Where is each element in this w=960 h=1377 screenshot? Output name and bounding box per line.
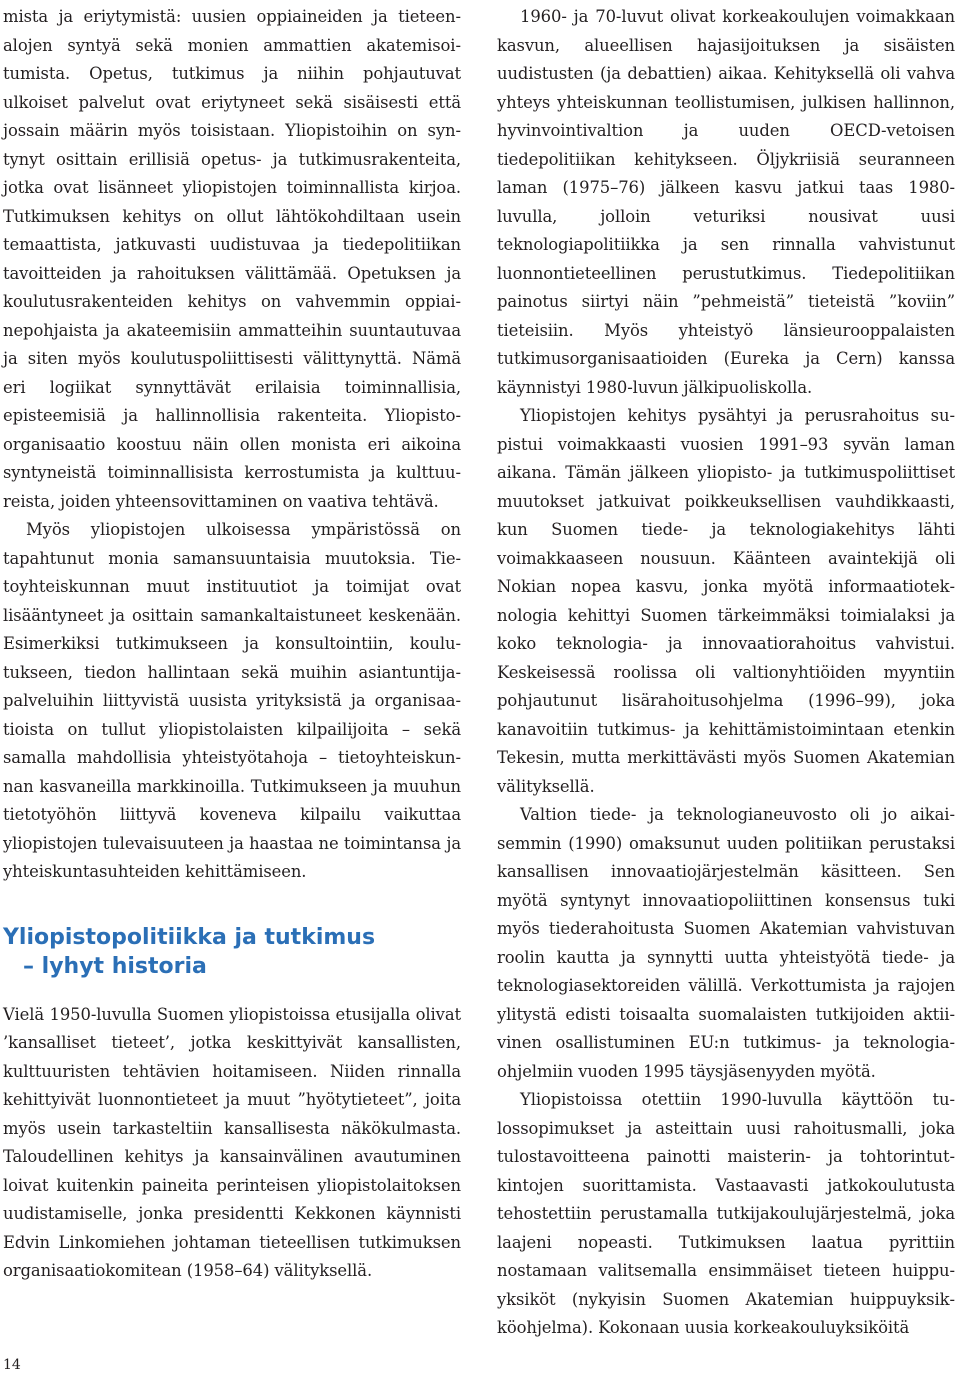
- body-paragraph: Yliopistoissa otettiin 1990-luvulla käyttöön tulossopimukset ja asteittain uusi rahoitusmalli, joka tulostavoitteena painotti maisterin- ja tohtorintutkintojen suorittamista. Vastaavasti jatkokoulutusta tehostettiin perustamalla tutkijakoulujärjestelmä, joka laajeni nopeasti. Tutkimuksen laatua pyrittiin nostamaan valitsemalla ensimmäiset tieteen huippuyksiköt (nykyisin Suomen Akatemian huippuyksikköohjelma). Kokonaan uusia korkeakouluyksiköitä: [497, 1090, 955, 1337]
- left-column: [3, 3, 461, 1286]
- section-heading-line-2: – lyhyt historia: [23, 953, 207, 979]
- body-paragraph: Yliopistojen kehitys pysähtyi ja perusrahoitus supistui voimakkaasti vuosien 1991–93 syvän laman aikana. Tämän jälkeen yliopisto- ja tutkimuspoliittiset muutokset jatkuivat poikkeuksellisen vauhdikkaasti, kun Suomen tiede- ja teknologiakehitys lähti voimakkaaseen nousuun. Käänteen avaintekijä oli Nokian nopea kasvu, jonka myötä informaatioteknologia kehittyi Suomen tärkeimmäksi toimialaksi ja koko teknologia- ja innovaatiorahoitus vahvistui. Keskeisessä roolissa oli valtionyhtiöiden myyntiin pohjautunut lisärahoitusohjelma (1996–99), joka kanavoitiin tutkimus- ja kehittämistoimintaan etenkin Tekesin, mutta merkittävästi myös Suomen Akatemian välityksellä.: [497, 406, 955, 796]
- body-paragraph: Vielä 1950-luvulla Suomen yliopistoissa etusijalla olivat ’kansalliset tieteet’, jotka keskittyivät kansallisten, kulttuuristen tehtävien hoitamiseen. Niiden rinnalla kehittyivät luonnontieteet ja muut ”hyötytieteet”, joita myös usein tarkasteltiin kansallisesta näkökulmasta. Taloudellinen kehitys ja kansainvälinen avautuminen loivat kuitenkin paineita perinteisen yliopistolaitoksen uudistamiselle, jonka presidentti Kekkonen käynnisti Edvin Linkomiehen johtaman tieteellisen tutkimuksen organisaatiokomitean (1958–64) välityksellä.: [3, 1004, 461, 1280]
- body-paragraph: Myös yliopistojen ulkoisessa ympäristössä on tapahtunut monia samansuuntaisia muutoksia. Tietoyhteiskunnan muut instituutiot ja toimijat ovat lisääntyneet ja osittain samankaltaistuneet keskenään. Esimerkiksi tutkimukseen ja konsultointiin, koulutukseen, tiedon hallintaan sekä muihin asiantuntijapalveluihin liittyvistä uusista yrityksistä ja organisaatioista on tullut yliopistolaisten kilpailijoita – sekä samalla mahdollisia yhteistyötahoja – tietoyhteiskunnan kasvaneilla markkinoilla. Tutkimukseen ja muuhun tietotyöhön liittyvä koveneva kilpailu vaikuttaa yliopistojen tulevaisuuteen ja haastaa ne toimintansa ja yhteiskuntasuhteiden kehittämiseen.: [3, 520, 461, 881]
- body-paragraph: Valtion tiede- ja teknologianeuvosto oli jo aikaisemmin (1990) omaksunut uuden politiikan perustaksi kansallisen innovaatiojärjestelmän käsitteen. Sen myötä syntynyt innovaatiopoliittinen konsensus tuki myös tiederahoitusta Suomen Akatemian vahvistuvan roolin kautta ja synnytti uutta yhteistyötä tiede- ja teknologiasektoreiden välillä. Verkottumista ja rajojen ylitystä edisti toisaalta suomalaisten tutkijoiden aktiivinen osallistuminen EU:n tutkimus- ja teknologiaohjelmiin vuoden 1995 täysjäsenyyden myötä.: [497, 805, 955, 1081]
- body-paragraph: mista ja eriytymistä: uusien oppiaineiden ja tieteenalojen syntyä sekä monien ammattien akatemisoitumista. Opetus, tutkimus ja niihin pohjautuvat ulkoiset palvelut ovat eriytyneet sekä sisäisesti että jossain määrin myös toisistaan. Yliopistoihin on syntynyt osittain erillisiä opetus- ja tutkimusrakenteita, jotka ovat lisänneet yliopistojen toiminnallista kirjoa. Tutkimuksen kehitys on ollut lähtökohdiltaan usein temaattista, jatkuvasti uudistuvaa ja tiedepolitiikan tavoitteiden ja rahoituksen välittämää. Opetuksen ja koulutusrakenteiden kehitys on vahvemmin oppiainepohjaista ja akateemisiin ammatteihin suuntautuvaa ja siten myös koulutuspoliittisesti välittynyttä. Nämä eri logiikat synnyttävät erilaisia toiminnallisia, episteemisiä ja hallinnollisia rakenteita. Yliopistoorganisaatio koostuu näin ollen monista eri aikoina syntyneistä toiminnallisista kerrostumista ja kulttuureista, joiden yhteensovittaminen on vaativa tehtävä.: [3, 7, 461, 511]
- right-column: [497, 3, 955, 1343]
- section-heading-line-1: Yliopistopolitiikka ja tutkimus: [3, 924, 376, 950]
- body-paragraph: 1960- ja 70-luvut olivat korkeakoulujen voimakkaan kasvun, alueellisen hajasijoituksen ja sisäisten uudistusten (ja debattien) aikaa. Kehityksellä oli vahva yhteys yhteiskunnan teollistumisen, julkisen hallinnon, hyvinvointivaltion ja uuden OECD-vetoisen tiedepolitiikan kehitykseen. Öljykriisiä seuranneen laman (1975–76) jälkeen kasvu jatkui taas 1980-luvulla, jolloin veturiksi nousivat uusi teknologiapolitiikka ja sen rinnalla vahvistunut luonnontieteellinen perustutkimus. Tiedepolitiikan painotus siirtyi näin ”pehmeistä” tieteistä ”koviin” tieteisiin. Myös yhteistyö länsieurooppalaisten tutkimusorganisaatioiden (Eureka ja Cern) kanssa käynnistyi 1980-luvun jälkipuoliskolla.: [497, 7, 955, 397]
- page-number: 14: [3, 1357, 21, 1373]
- section-heading: [3, 923, 461, 981]
